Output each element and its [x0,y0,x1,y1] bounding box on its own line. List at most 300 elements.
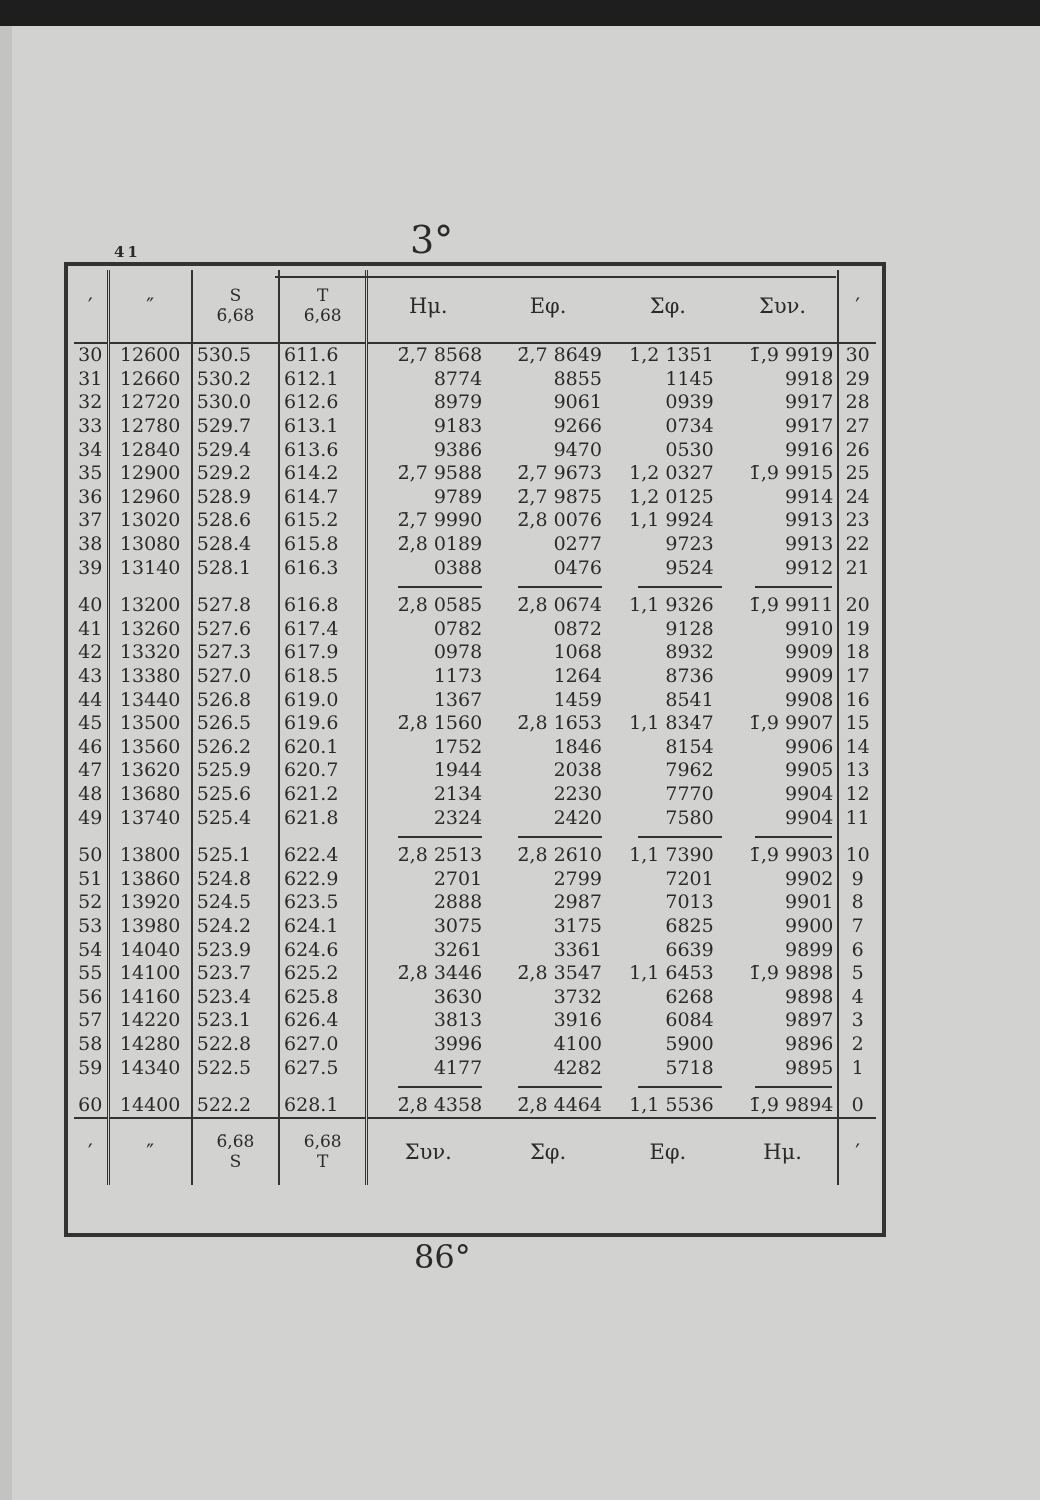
table-row [74,985,876,1009]
header-s-value: 6̄,68 [216,306,255,326]
row-complement-minutes: 26 [845,438,870,461]
row-tangent: 1068 [553,641,602,664]
row-minutes: 32 [74,391,108,415]
separator-cell [108,580,192,594]
table-row [74,415,876,439]
table-row [74,594,876,618]
row-seconds: 13260 [108,618,192,642]
row-tangent: 9061 [553,391,602,414]
row-sine: 2̄,7 9588 [397,462,483,485]
row-s-value: 523.1 [192,1009,279,1033]
row-seconds: 14340 [108,1056,192,1080]
row-sine: 0782 [433,617,483,640]
row-cotangent: 7580 [665,806,714,829]
row-seconds: 13500 [108,712,192,736]
row-seconds: 14400 [108,1094,192,1119]
row-seconds: 13140 [108,556,192,580]
table-row [74,486,876,510]
bottom-angle-heading: 86° [414,1238,471,1276]
row-seconds: 12960 [108,486,192,510]
table-row [74,343,876,368]
row-t-value: 622.9 [279,867,367,891]
table-row [74,1094,876,1119]
header-t [279,270,367,343]
footer-seconds: ″ [108,1118,192,1185]
row-sine: 3813 [433,1009,483,1032]
separator-rule [518,836,602,838]
row-complement-minutes: 8 [851,891,864,914]
row-minutes: 49 [74,806,108,830]
row-minutes: 43 [74,665,108,689]
row-s-value: 522.8 [192,1033,279,1057]
table-row [74,915,876,939]
row-cosine: 9912 [728,556,839,580]
row-cosine: 9905 [728,759,839,783]
row-complement-minutes: 30 [845,344,870,367]
footer-cosine: Συν. [367,1118,488,1185]
row-seconds: 12660 [108,368,192,392]
row-tangent: 1459 [553,688,602,711]
separator-cell [838,830,876,844]
row-tangent: 3916 [553,1009,602,1032]
row-complement-minutes: 25 [845,462,870,485]
row-s-value: 525.6 [192,783,279,807]
table-row [74,783,876,807]
row-minutes: 52 [74,891,108,915]
row-complement-minutes: 7 [851,914,864,937]
row-minutes: 35 [74,462,108,486]
row-sine: 4177 [433,1056,483,1079]
row-cosine: 9897 [728,1009,839,1033]
row-seconds: 12900 [108,462,192,486]
row-complement-minutes: 10 [845,844,870,867]
footer-s [192,1118,279,1185]
row-s-value: 524.2 [192,915,279,939]
table-row [74,806,876,830]
table-row [74,688,876,712]
row-tangent: 4100 [553,1032,602,1055]
row-s-value: 523.9 [192,938,279,962]
row-minutes: 39 [74,556,108,580]
row-s-value: 526.2 [192,736,279,760]
row-sine: 1944 [433,759,483,782]
row-cosine: 1̄,9 9919 [728,343,839,368]
row-seconds: 13800 [108,844,192,868]
row-tangent: 2̄,8 4464 [517,1094,602,1117]
row-t-value: 621.2 [279,783,367,807]
row-cotangent: 8736 [665,665,714,688]
row-tangent: 3175 [553,914,602,937]
separator-cell [279,830,367,844]
row-minutes: 59 [74,1056,108,1080]
separator-cell [192,580,279,594]
row-s-value: 522.2 [192,1094,279,1119]
table-row [74,533,876,557]
row-cotangent: 1145 [665,367,714,390]
header-s [192,270,279,343]
row-seconds: 13080 [108,533,192,557]
row-t-value: 613.1 [279,415,367,439]
row-s-value: 525.9 [192,759,279,783]
row-minutes: 33 [74,415,108,439]
row-minutes: 54 [74,938,108,962]
row-complement-minutes: 4 [851,985,864,1008]
row-complement-minutes: 6 [851,938,864,961]
table-row [74,509,876,533]
row-minutes: 58 [74,1033,108,1057]
row-s-value: 528.9 [192,486,279,510]
row-cotangent: 1,1 9326 [629,594,714,617]
row-sine: 0978 [433,641,483,664]
row-t-value: 624.6 [279,938,367,962]
footer-cotangent: Σφ. [488,1118,608,1185]
row-seconds: 12780 [108,415,192,439]
row-t-value: 625.2 [279,962,367,986]
row-tangent: 9266 [553,415,602,438]
row-complement-minutes: 3 [851,1009,864,1032]
row-minutes: 44 [74,688,108,712]
separator-cell [192,1080,279,1094]
footer-sine: Ημ. [728,1118,839,1185]
row-sine: 2̄,8 4358 [397,1094,483,1117]
row-sine: 2̄,7 8568 [397,344,483,367]
row-tangent: 2987 [553,891,602,914]
row-tangent: 3732 [553,985,602,1008]
row-t-value: 626.4 [279,1009,367,1033]
row-s-value: 527.3 [192,641,279,665]
row-cosine: 9898 [728,985,839,1009]
row-seconds: 14100 [108,962,192,986]
header-t-value: 6̄,68 [303,306,342,326]
separator-cell [488,580,608,594]
row-cosine: 9908 [728,688,839,712]
separator-cell [74,830,108,844]
trig-log-table [74,270,876,1185]
row-minutes: 36 [74,486,108,510]
row-cosine: 9906 [728,736,839,760]
row-cosine: 9909 [728,641,839,665]
separator-cell [192,830,279,844]
row-s-value: 528.6 [192,509,279,533]
row-cosine: 9916 [728,438,839,462]
row-t-value: 621.8 [279,806,367,830]
row-cotangent: 6639 [665,938,714,961]
table-row [74,462,876,486]
row-complement-minutes: 27 [845,415,870,438]
row-complement-minutes: 5 [851,962,864,985]
row-tangent: 2̄,7 8649 [517,344,602,367]
table-row [74,1056,876,1080]
row-t-value: 622.4 [279,844,367,868]
row-minutes: 55 [74,962,108,986]
separator-rule [638,836,722,838]
row-sine: 2̄,8 3446 [397,962,483,985]
row-t-value: 628.1 [279,1094,367,1119]
row-cotangent: 1,1 5536 [629,1094,714,1117]
row-minutes: 48 [74,783,108,807]
row-t-value: 616.8 [279,594,367,618]
row-cotangent: 6084 [665,1009,714,1032]
separator-rule [755,836,832,838]
row-tangent: 2038 [553,759,602,782]
row-tangent: 9470 [553,438,602,461]
row-minutes: 41 [74,618,108,642]
row-sine: 2̄,8 1560 [397,712,483,735]
separator-cell [108,1080,192,1094]
row-cosine: 9899 [728,938,839,962]
separator-rule [755,1086,832,1088]
header-cosine: Συν. [728,270,839,343]
table-header-row [74,270,876,343]
separator-cell [367,580,488,594]
row-cosine: 1̄,9 9907 [728,712,839,736]
row-cosine: 1̄,9 9903 [728,844,839,868]
row-sine: 2888 [433,891,483,914]
row-cotangent: 8932 [665,641,714,664]
separator-cell [74,1080,108,1094]
row-tangent: 2̄,7 9673 [517,462,602,485]
row-seconds: 13980 [108,915,192,939]
separator-cell [108,830,192,844]
table-row [74,641,876,665]
row-t-value: 623.5 [279,891,367,915]
row-minutes: 30 [74,343,108,368]
top-angle-heading: 3° [410,218,454,262]
row-cotangent: 1,1 9924 [629,509,714,532]
header-t-label: T [317,286,329,306]
row-minutes: 31 [74,368,108,392]
row-tangent: 2799 [553,867,602,890]
row-sine: 8979 [433,391,483,414]
separator-cell [728,1080,839,1094]
row-t-value: 617.9 [279,641,367,665]
row-s-value: 527.6 [192,618,279,642]
row-seconds: 14160 [108,985,192,1009]
row-tangent: 2̄,8 1653 [517,712,602,735]
separator-rule [638,586,722,588]
table-row [74,1009,876,1033]
row-complement-minutes: 15 [845,712,870,735]
footer-t-label: T [317,1152,329,1173]
separator-rule [518,586,602,588]
separator-cell [488,1080,608,1094]
row-complement-minutes: 18 [845,641,870,664]
row-sine: 3996 [433,1032,483,1055]
header-tangent: Εφ. [488,270,608,343]
row-s-value: 526.8 [192,688,279,712]
section-separator [74,830,876,844]
row-complement-minutes: 1 [851,1056,864,1079]
row-cotangent: 6825 [665,914,714,937]
footer-t [279,1118,367,1185]
row-sine: 2̄,8 0585 [397,594,483,617]
row-s-value: 524.8 [192,867,279,891]
page-number: 41 [114,243,141,261]
row-cosine: 9913 [728,509,839,533]
row-minutes: 47 [74,759,108,783]
row-minutes: 46 [74,736,108,760]
row-seconds: 13920 [108,891,192,915]
footer-complement-minutes: ′ [838,1118,876,1185]
row-tangent: 8855 [553,367,602,390]
row-cosine: 9904 [728,806,839,830]
row-t-value: 627.5 [279,1056,367,1080]
row-s-value: 528.1 [192,556,279,580]
row-sine: 9386 [433,438,483,461]
footer-tangent: Εφ. [608,1118,728,1185]
row-t-value: 613.6 [279,438,367,462]
row-minutes: 42 [74,641,108,665]
row-cosine: 1̄,9 9911 [728,594,839,618]
table-footer-row [74,1118,876,1185]
row-sine: 1367 [433,688,483,711]
row-s-value: 529.4 [192,438,279,462]
row-complement-minutes: 24 [845,485,870,508]
row-minutes: 40 [74,594,108,618]
table-row [74,759,876,783]
row-t-value: 627.0 [279,1033,367,1057]
trig-table-frame [64,262,886,1237]
separator-rule [518,1086,602,1088]
table-row [74,736,876,760]
row-cotangent: 1,1 8347 [629,712,714,735]
row-cosine: 9904 [728,783,839,807]
row-complement-minutes: 22 [845,533,870,556]
row-sine: 9183 [433,415,483,438]
separator-cell [279,580,367,594]
row-s-value: 530.2 [192,368,279,392]
row-s-value: 526.5 [192,712,279,736]
row-complement-minutes: 9 [851,867,864,890]
row-complement-minutes: 0 [851,1094,864,1117]
table-row [74,867,876,891]
section-separator [74,580,876,594]
separator-cell [367,830,488,844]
separator-cell [838,1080,876,1094]
row-cotangent: 8154 [665,735,714,758]
row-s-value: 527.8 [192,594,279,618]
row-cosine: 9910 [728,618,839,642]
separator-rule [398,586,482,588]
row-t-value: 619.6 [279,712,367,736]
scan-left-edge [0,26,12,1500]
row-seconds: 14040 [108,938,192,962]
row-cotangent: 8541 [665,688,714,711]
row-t-value: 611.6 [279,343,367,368]
row-complement-minutes: 28 [845,391,870,414]
row-sine: 3075 [433,914,483,937]
footer-t-value: 6,68 [303,1132,342,1153]
row-s-value: 524.5 [192,891,279,915]
row-cotangent: 1,1 7390 [629,844,714,867]
row-seconds: 14220 [108,1009,192,1033]
row-complement-minutes: 19 [845,617,870,640]
row-t-value: 617.4 [279,618,367,642]
table-row [74,618,876,642]
row-cosine: 9900 [728,915,839,939]
separator-cell [367,1080,488,1094]
separator-cell [608,830,728,844]
row-cosine: 9913 [728,533,839,557]
row-cotangent: 9723 [665,533,714,556]
row-s-value: 522.5 [192,1056,279,1080]
row-t-value: 616.3 [279,556,367,580]
row-cosine: 9901 [728,891,839,915]
row-sine: 2̄,7 9990 [397,509,483,532]
row-seconds: 13380 [108,665,192,689]
row-seconds: 13740 [108,806,192,830]
row-tangent: 2̄,8 3547 [517,962,602,985]
row-s-value: 530.5 [192,343,279,368]
row-cotangent: 5718 [665,1056,714,1079]
separator-cell [279,1080,367,1094]
row-cosine: 9895 [728,1056,839,1080]
row-seconds: 13560 [108,736,192,760]
row-seconds: 14280 [108,1033,192,1057]
row-complement-minutes: 17 [845,665,870,688]
row-minutes: 56 [74,985,108,1009]
header-s-label: S [229,286,242,306]
row-cotangent: 5900 [665,1032,714,1055]
row-cosine: 9914 [728,486,839,510]
row-t-value: 612.6 [279,391,367,415]
table-row [74,712,876,736]
row-t-value: 618.5 [279,665,367,689]
header-cotangent: Σφ. [608,270,728,343]
row-t-value: 620.1 [279,736,367,760]
table-row [74,962,876,986]
row-s-value: 523.7 [192,962,279,986]
row-minutes: 53 [74,915,108,939]
row-minutes: 51 [74,867,108,891]
row-cosine: 9902 [728,867,839,891]
row-cosine: 9909 [728,665,839,689]
row-cotangent: 7962 [665,759,714,782]
row-cosine: 1̄,9 9894 [728,1094,839,1119]
row-tangent: 2̄,7 9875 [517,485,602,508]
row-minutes: 45 [74,712,108,736]
row-tangent: 0277 [553,533,602,556]
row-seconds: 13200 [108,594,192,618]
table-row [74,938,876,962]
row-t-value: 620.7 [279,759,367,783]
row-seconds: 12600 [108,343,192,368]
row-cotangent: 6268 [665,985,714,1008]
table-row [74,665,876,689]
row-cotangent: 1,2 0125 [629,485,714,508]
row-seconds: 12720 [108,391,192,415]
row-complement-minutes: 12 [845,782,870,805]
row-tangent: 0476 [553,556,602,579]
row-complement-minutes: 23 [845,509,870,532]
row-minutes: 57 [74,1009,108,1033]
row-sine: 2324 [433,806,483,829]
row-cotangent: 0530 [665,438,714,461]
row-cotangent: 7770 [665,782,714,805]
row-complement-minutes: 13 [845,759,870,782]
row-s-value: 525.4 [192,806,279,830]
separator-cell [728,580,839,594]
table-row [74,438,876,462]
row-tangent: 2420 [553,806,602,829]
row-complement-minutes: 21 [845,556,870,579]
header-minutes: ′ [74,270,108,343]
row-sine: 0388 [433,556,483,579]
row-t-value: 625.8 [279,985,367,1009]
row-cotangent: 1,2 1351 [629,344,714,367]
row-minutes: 38 [74,533,108,557]
row-sine: 9789 [433,485,483,508]
